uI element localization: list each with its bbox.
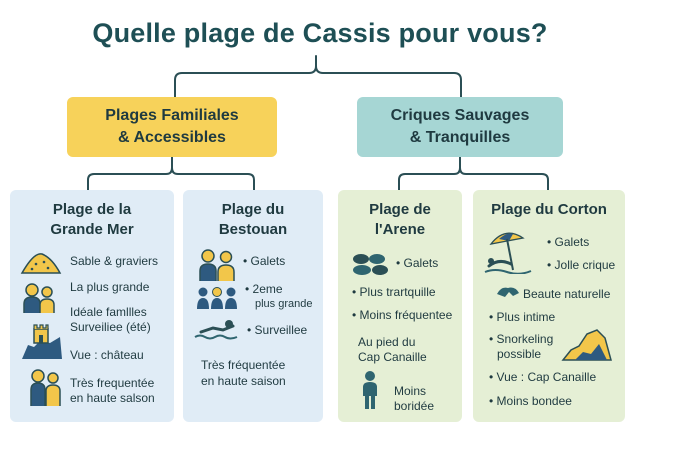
co-vue: • Vue : Cap Canaille [489,370,597,384]
card-bestouan-title [183,200,323,240]
ar-boridee: boridée [394,399,435,413]
be-galets: • Galets [243,254,286,268]
ar-cap: Cap Canaille [358,350,427,364]
beach-umbrella-icon [483,228,533,274]
gm-surveillee: Surveiliee (été) [70,320,151,334]
card-title-line2: l'Arene [374,221,426,238]
card-title-line1: Plage de la [52,201,132,218]
cliff-icon [561,328,613,362]
ar-tranquille: • Plus trartquille [352,285,436,299]
ar-au-pied: Au pied du [358,335,416,349]
co-bondee: • Moins bondee [489,394,572,408]
co-galets: • Galets [547,235,590,249]
card-grande-mer-title [10,200,174,240]
ar-moins: Moins [394,384,427,398]
familiales-connector [88,157,172,190]
category-familiales-line2: & Accessibles [118,129,226,146]
ar-moins-freq: • Moins fréquentee [352,308,453,322]
family-icon [28,368,64,408]
card-bestouan [183,190,323,422]
swimmer-icon [193,318,239,342]
castle-icon [20,323,64,361]
gm-sable: Sable & graviers [70,254,159,268]
be-plus-grande: plus grande [255,298,313,310]
card-title-line1: Plage de [369,201,431,218]
sand-pile-icon [20,250,62,276]
criques-connector [399,157,460,190]
be-surveillee: • Surveillee [247,323,308,337]
pebbles-icon [350,252,390,276]
couple-icon [197,248,237,282]
category-criques-line2: & Tranquilles [409,129,511,146]
title-brace [175,56,316,97]
group-icon [195,286,239,310]
category-criques-line1: Criques Sauvages [390,107,530,124]
page-title: Quelle plage de Cassis pour vous? [92,18,548,48]
card-arene-title [338,200,462,240]
card-grande-mer [10,190,174,422]
person-icon [360,370,380,410]
co-snorkeling: • Snorkeling [489,332,554,346]
family-icon [22,282,58,314]
gm-frequentee: Très frequentée [70,376,155,390]
co-beaute: Beaute naturelle [523,287,611,301]
card-arene [338,190,462,422]
gm-ideale: Idéale famllles [70,305,147,319]
be-haute-saison: en haute saison [201,374,286,388]
card-title-line2: Bestouan [218,221,288,238]
gm-haute-saison: en haute salson [70,391,155,405]
co-possible: possible [497,347,542,361]
be-frequentee: Très fréquentée [201,358,286,372]
category-familiales [67,97,277,157]
category-familiales-line1: Plages Familiales [105,107,239,124]
card-corton [473,190,625,422]
gm-vue: Vue : château [70,348,144,362]
category-criques [357,97,563,157]
gm-plus-grande: La plus grande [70,280,150,294]
co-jolie: • Jolle crique [547,258,616,272]
co-intime: • Plus intime [489,310,556,324]
card-corton-title: Plage du Corton [491,201,607,218]
card-title-line1: Plage du [221,201,285,218]
card-title-line2: Grande Mer [50,221,134,238]
ar-galets: • Galets [396,256,439,270]
be-2eme: • 2eme [245,282,283,296]
seashell-icon [495,284,521,300]
